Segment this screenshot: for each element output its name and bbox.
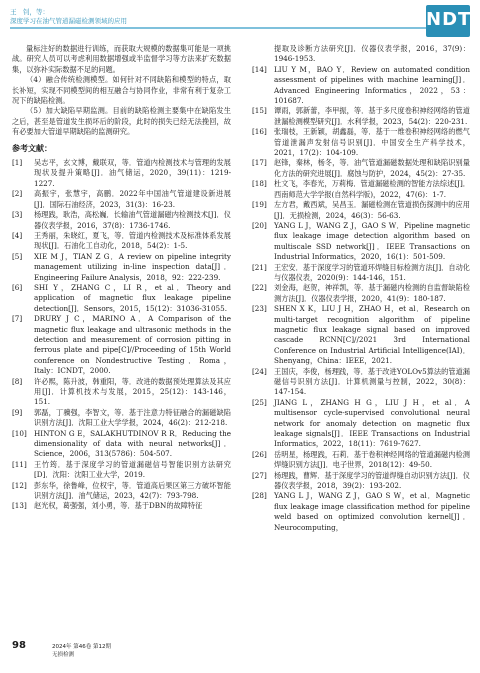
reference-number: [21] [252,262,267,272]
reference-number: [13] [12,501,27,511]
reference-number: [16] [252,127,267,137]
reference-item [252,367,470,398]
reference-text: 许必熙，陈升波，韩重阳，等．改进的数据预处理算法及其应用[J]．计算机技术与发展，2015，25(12)：143-146，151. [34,376,231,407]
reference-text: 刘金海，赵贺，神祥凯，等．基于漏磁内检测的自监督缺陷检测方法[J]．仪器仪表学报，2020，41(9)：180-187. [274,283,470,303]
reference-text: 郭磊，丁骥强，李智文，等．基于注意力特征融合的漏磁缺陷识别方法[J]．沈阳工业大学学报，2024，46(2)：212-218. [34,407,231,428]
reference-item [12,460,231,481]
reference-item [252,200,470,221]
reference-number: [1] [12,158,23,168]
reference-item [252,106,470,127]
references-heading: 参考文献： [12,143,52,153]
running-header [10,5,470,39]
reference-item [252,65,470,107]
journal-logo [426,5,470,37]
reference-item [12,283,231,314]
issue-info: 2024年 第46卷 第12期 [52,644,111,650]
reference-number: [15] [252,106,267,116]
reference-text: 岳明星，杨理践，石莉．基于卷积神经网络的管道漏磁内检测焊缝识别方法[J]．电子世界，2018(12)：49-50. [274,449,470,470]
reference-number: [25] [252,397,267,407]
reference-text: 王国庆，李俊，杨理践，等．基于改进YOLOv5算法的管道漏磁信号识别方法[J]．计算机测量与控制，2022，30(8)：147-154. [274,366,470,397]
reference-number: [9] [12,407,23,417]
reference-text: 左方君，戴西斌，吴昌玉．漏磁检测在管道损伤探测中的应用[J]．无损检测，2024，46(3)：56-63. [274,200,470,220]
reference-text: DRURY J C，MARINO A．A Comparison of the magnetic flux leakage and ultrasonic methods in the detection and measurement of corrosion pitting in ferrous plate and pipe[C]//Proceeding of 15th World conference on Nondestructive Testing．Roma，Italy：ICNDT，2000. [34,314,231,376]
reference-item [252,179,470,200]
reference-item [252,450,470,471]
reference-number: [3] [12,210,23,220]
reference-item [12,189,231,210]
right-column [252,44,470,533]
reference-item [12,231,231,252]
reference-text: YANG L J，WANG Z J，GAO S W．Pipeline magnetic flux leakage image detection algorithm based on multiscale SSD network[J]．IEEE Transactions on Industrial Informatics，2020，16(1)：501-509. [274,220,470,262]
header-rule [10,27,430,29]
reference-text: 王秀丽，朱晓红，夏飞，等．管道内检测技术及标准体系发展现状[J]．石油化工自动化，2018，54(2)：1-5. [34,230,231,251]
reference-text: 王宏安．基于深度学习的管道环焊缝目标检测方法[J]．自动化与仪器仪表，2020(9)：144-146，151. [274,262,470,282]
journal-name: 无损检测 [52,652,75,658]
reference-text: 彭东华，徐鲁峰，位权宇，等．管道高后果区第三方破坏智能识别方法[J]．油气储运，2023，42(7)：793-798. [34,480,231,501]
left-column [12,44,231,512]
reference-number: [17] [252,158,267,168]
reference-text: XIE M J，TIAN Z G．A review on pipeline integrity management utilizing in-line inspection data[J]．Engineering Failure Analysis，2018，92：222-239. [34,251,231,282]
reference-number: [24] [252,366,267,376]
reference-text: YANG L J，WANG Z J，GAO S W，et al．Magnetic flux leakage image classification method for pipeline weld based on optimized convolution kernel[J]．Neurocomputing， [274,491,470,532]
reference-number: [26] [252,449,267,459]
reference-number: [22] [252,283,267,293]
reference-item [252,263,470,284]
reference-text: LIU Y M，BAO Y．Review on automated condition assessment of pipelines with machine learning[J]．Advanced Engineering Informatics，2022，53：101687. [274,64,470,106]
header-authors: 王 钊，等： [10,8,49,16]
reference-number: [5] [12,251,23,261]
reference-text: 杨理践，曹辉．基于深度学习的管道焊缝自动识别方法[J]．仪器仪表学报，2018，39(2)：193-202. [274,470,470,491]
reference-item [252,491,470,533]
body-paragraph: （5）加大缺陷早期监测。目前的缺陷检测主要集中在缺陷发生之后，甚至是管道发生损坏后的阶段，此时的损失已经无法挽回，故有必要加大管道早期缺陷的监测研究。 [12,106,231,137]
reference-number [252,44,274,65]
reference-text: 提取及诊断方法研究[J]．仪器仪表学报，2016，37(9)：1946-1953. [274,44,470,64]
body-paragraph: 量标注好的数据进行训练，而获取大规模的数据集可能是一项挑战。研究人员可以考虑利用数据增强或半监督学习等方法来扩充数据集，以弥补实际数据不足的问题。 [12,44,231,74]
reference-number: [10] [12,428,27,438]
reference-text: 赵锋，秦林，杨冬，等．油气管道漏磁数据处理和缺陷识别量化方法的研究进展[J]．腐蚀与防护，2024，45(2)：27-35. [274,158,470,178]
reference-item [12,252,231,283]
reference-text: SHEN X K，LIU J H，ZHAO H，et al．Research on multi-target recognition algorithm of pipeline magnetic flux leakage signal based on improved cascade RCNN[C]//2021 3rd International Conference on Industrial Artificial Intelligence(IAI)．Shenyang，China：IEEE，2021. [274,304,470,366]
body-paragraph: （4）融合传统检测模型。如何针对不同缺陷和模型的特点，取长补短，实现不同模型间的相互融合与协同作业，非常有利于复杂工况下的缺陷检测。 [12,75,231,106]
reference-text: 吴志平，玄文博，戴联双，等．管道内检测技术与管理的发展现状及提升策略[J]．油气储运，2020，39(11)：1219-1227. [34,158,231,188]
reference-item [252,127,470,158]
journal-logo-text: NDT [426,9,472,30]
reference-number: [2] [12,189,23,199]
reference-item [12,158,231,189]
reference-number: [18] [252,179,267,189]
reference-item [252,158,470,179]
reference-number: [28] [252,491,267,501]
reference-item [12,377,231,408]
reference-item [252,283,470,304]
reference-text: 张瑞枝，王新颖，胡鑫磊，等．基于一维卷积神经网络的燃气管道泄漏声发射信号识别[J]．中国安全生产科学技术，2021，17(2)：104-109. [274,127,470,158]
reference-item [12,501,231,511]
reference-number: [11] [12,459,27,469]
reference-number: [19] [252,200,267,210]
reference-item [12,210,231,231]
reference-number: [7] [12,314,23,324]
reference-number: [12] [12,480,27,490]
header-article-title: 深度学习在油气管道漏磁检测领域的应用 [10,17,127,25]
reference-text: 赵光权，葛强强，刘小勇，等．基于DBN的故障特征 [34,501,203,511]
reference-item [252,398,470,450]
reference-list-right [252,44,470,533]
reference-number: [27] [252,470,267,480]
reference-item [252,44,470,65]
reference-item [12,481,231,502]
reference-text: 谭雨，郭新蕾，李甲振，等．基于多尺度卷积神经网络的管道泄漏检测模型研究[J]．水利学报，2023，54(2)：220-231. [274,106,470,126]
reference-list-left [12,158,231,512]
reference-item [12,314,231,376]
page-number: 98 [12,640,26,651]
reference-item [12,429,231,460]
reference-item [252,221,470,263]
reference-text: 王竹筠．基于深度学习的管道漏磁信号智能识别方法研究[D]．沈阳：沈阳工业大学，2019. [34,459,231,480]
reference-number: [20] [252,220,267,230]
reference-text: SHI Y，ZHANG C，LI R，et al．Theory and application of magnetic flux leakage pipeline detection[J]．Sensors，2015，15(12)：31036-31055. [34,282,231,313]
reference-number: [6] [12,282,23,292]
reference-number: [8] [12,376,23,386]
reference-number: [4] [12,230,23,240]
reference-item [252,471,470,492]
reference-text: 杜文飞，李春光，万莉梅．管道漏磁检测的智能方法综述[J]．西南师范大学学报(自然科学版)，2022，47(6)：1-7. [274,179,470,199]
reference-number: [23] [252,304,267,314]
reference-text: JIANG L，ZHANG H G，LIU J H，et al．A multisensor cycle-supervised convolutional neural network for anomaly detection on magnetic flux leakage signals[J]．IEEE Transactions on Industrial Informatics，2022，18(11)：7619-7627. [274,397,470,449]
reference-text: 杨理践，耿浩，高松巍．长输油气管道漏磁内检测技术[J]．仪器仪表学报，2016，37(8)：1736-1746. [34,210,231,230]
reference-item [252,304,470,366]
reference-number: [14] [252,64,267,74]
reference-item [12,408,231,429]
reference-text: HINTON G E，SALAKHUTDINOV R R．Reducing the dimensionality of data with neural networks[J]．Science，2006，313(5786)：504-507. [34,428,231,459]
reference-text: 高振宇，张慧宇，高鹏．2022年中国油气管道建设新进展[J]．国际石油经济，2023，31(3)：16-23. [34,189,231,209]
